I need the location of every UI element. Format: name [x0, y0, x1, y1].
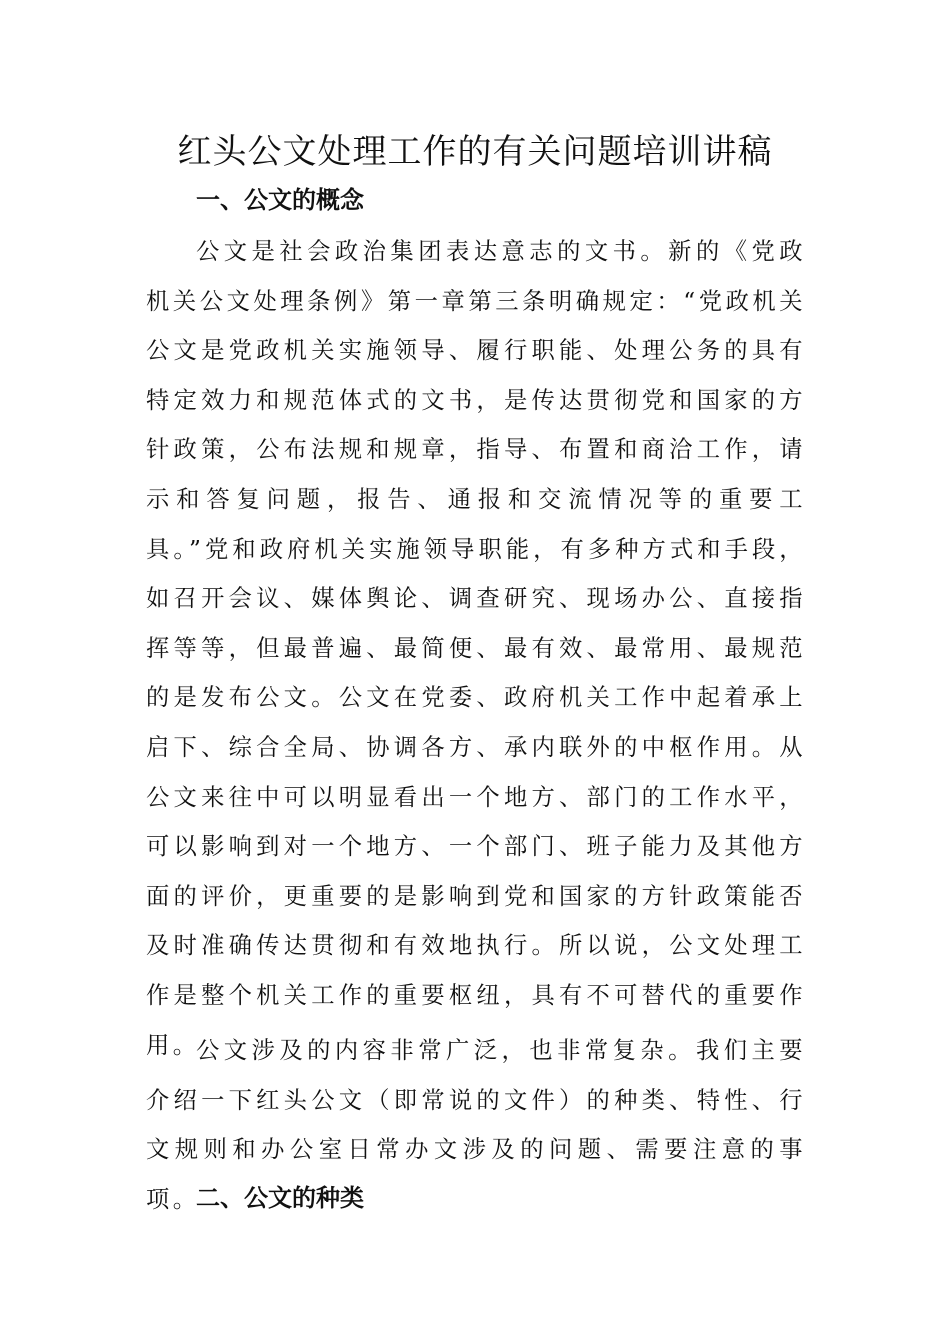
paragraph-scope: 公文涉及的内容非常广泛，也非常复杂。我们主要介绍一下红头公文（即常说的文件）的种类、特性、行文规则和办公室日常办文涉及的问题、需要注意的事项。 — [146, 1037, 806, 1213]
section-heading-concept: 一、公文的概念 — [196, 186, 364, 214]
document-title: 红头公文处理工作的有关问题培训讲稿 — [177, 132, 773, 172]
paragraph-concept: 公文是社会政治集团表达意志的文书。新的《党政机关公文处理条例》第一章第三条明确规定：“党政机关公文是党政机关实施领导、履行职能、处理公务的具有特定效力和规范体式的文书，是传达贯彻党和国家的方针政策，公布法规和规章，指导、布置和商洽工作，请示和答复问题，报告、通报和交流情况等的重要工具。”党和政府机关实施领导职能，有多种方式和手段，如召开会议、媒体舆论、调查研究、现场办公、直接指挥等等，但最普遍、最简便、最有效、最常用、最规范的是发布公文。公文在党委、政府机关工作中起着承上启下、综合全局、协调各方、承内联外的中枢作用。从公文来往中可以明显看出一个地方、部门的工作水平，可以影响到对一个地方、一个部门、班子能力及其他方面的评价，更重要的是影响到党和国家的方针政策能否及时准确传达贯彻和有效地执行。所以说，公文处理工作是整个机关工作的重要枢纽，具有不可替代的重要作用。 — [146, 238, 806, 1059]
section-heading-types: 二、公文的种类 — [196, 1184, 364, 1212]
